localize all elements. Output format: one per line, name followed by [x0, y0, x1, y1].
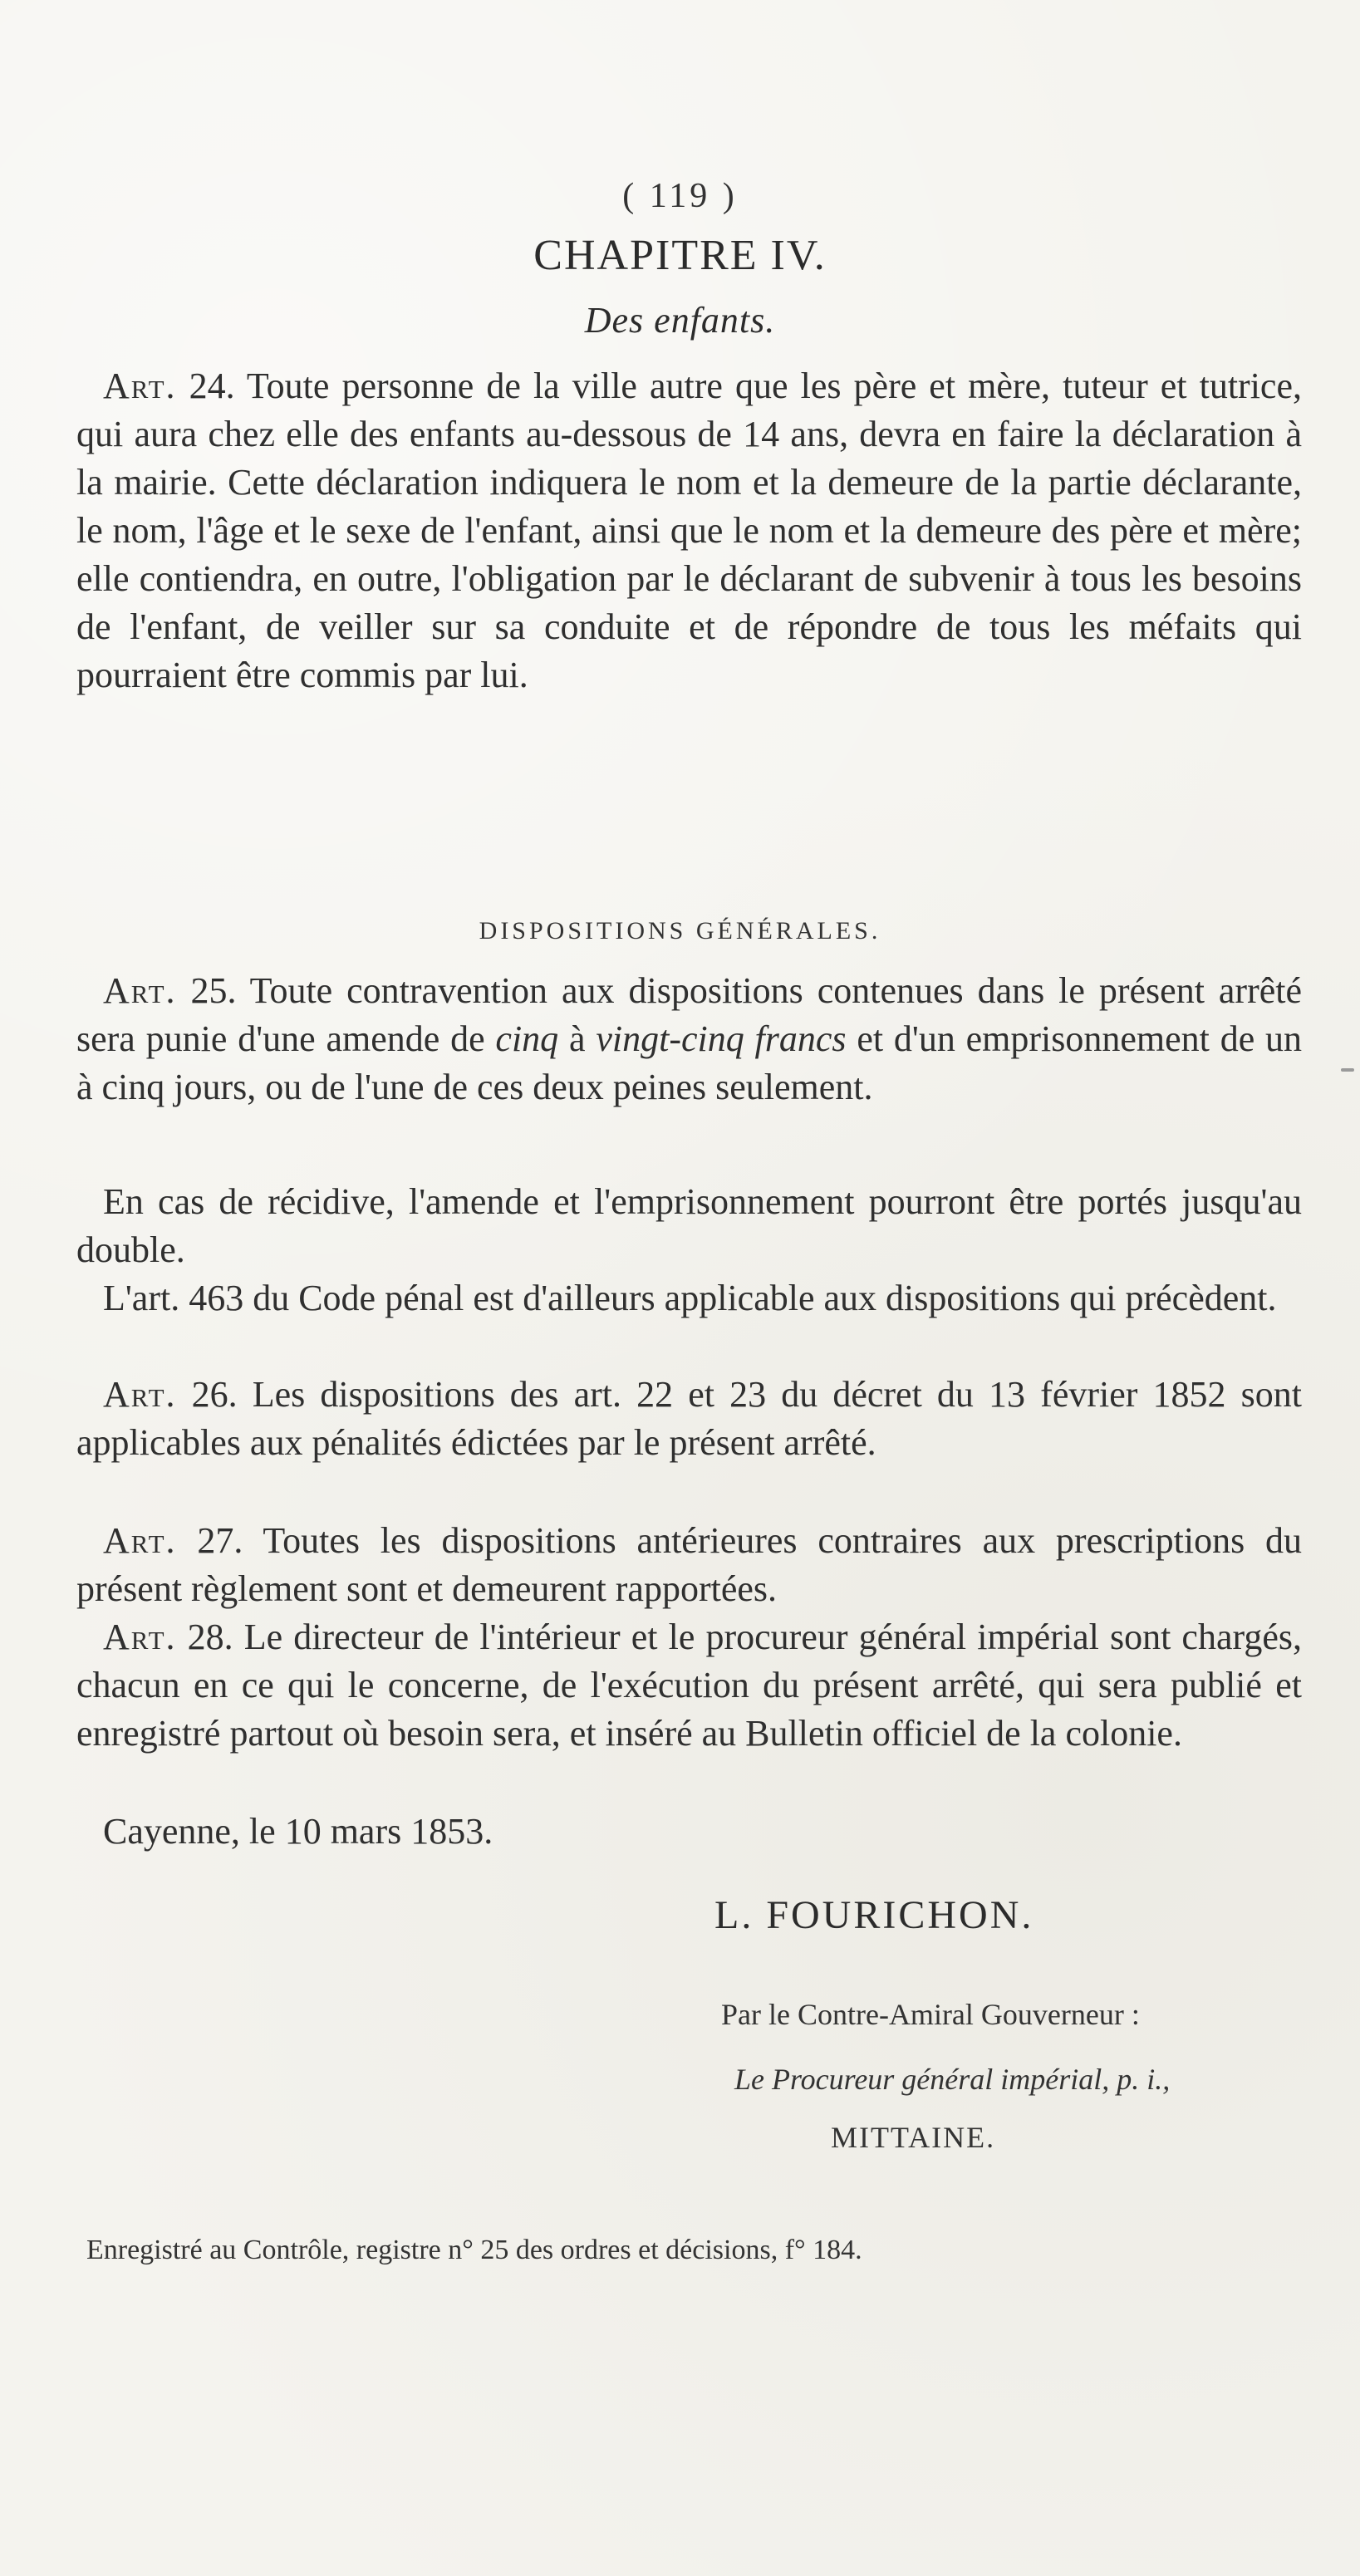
article-27-label: Art. — [103, 1520, 177, 1561]
article-28 — [76, 1613, 1302, 1758]
recidive-paragraph: En cas de récidive, l'amende et l'emprisonnement pourront être portés jusqu'au double. — [76, 1181, 1302, 1270]
article-26 — [76, 1371, 1302, 1467]
page-number: ( 119 ) — [622, 177, 738, 215]
article-27-text: 27. Toutes les dispositions antérieures contraires aux prescriptions du présent règlement sont et demeurent rapportées. — [76, 1520, 1302, 1609]
place-date: Cayenne, le 10 mars 1853. — [103, 1811, 493, 1852]
article-28-label: Art. — [103, 1617, 177, 1657]
article-25 — [76, 967, 1302, 1111]
article-26-text: 26. Les dispositions des art. 22 et 23 du décret du 13 février 1852 sont applicables aux pénalités édictées par le présent arrêté. — [76, 1374, 1302, 1463]
art-463-paragraph: L'art. 463 du Code pénal est d'ailleurs applicable aux dispositions qui précèdent. — [103, 1278, 1277, 1318]
article-27 — [76, 1517, 1302, 1613]
article-25-cinq: cinq — [495, 1018, 559, 1059]
article-24 — [76, 362, 1302, 699]
article-25-vingt-cinq: vingt-cinq francs — [596, 1018, 847, 1059]
margin-mark — [1341, 1068, 1354, 1072]
article-25-a: à — [569, 1018, 586, 1059]
article-28-text: 28. Le directeur de l'intérieur et le procureur général impérial sont chargés, chacun en ce qui le concerne, de l'exécution du présent arrêté, qui sera publié et enregistré partout où besoin sera, et inséré au Bulletin officiel de la colonie. — [76, 1617, 1302, 1754]
chapter-title: CHAPITRE IV. — [533, 232, 827, 279]
article-25-text-before: 25. Toute contravention aux dispositions contenues dans le présent arrêté sera punie d'une amende de — [76, 970, 1302, 1059]
article-26-label: Art. — [103, 1374, 177, 1415]
signature-fourichon: L. FOURICHON. — [714, 1893, 1034, 1937]
section-title: Des enfants. — [584, 300, 776, 341]
mittaine-signature: MITTAINE. — [831, 2121, 996, 2154]
dispositions-heading: DISPOSITIONS GÉNÉRALES. — [479, 917, 881, 945]
article-24-text: 24. Toute personne de la ville autre que les père et mère, tuteur et tutrice, qui aura chez elle des enfants au-dessous de 14 ans, devra en faire la déclaration à la mairie. Cette déclaration indiquera le nom et la demeure de la partie déclarante, le nom, l'âge et le sexe de l'enfant, ainsi que le nom et la demeure des père et mère; elle contiendra, en outre, l'obligation par le déclarant de subvenir à tous les besoins de l'enfant, de veiller sur sa conduite et de répondre de tous les méfaits qui pourraient être commis par lui. — [76, 366, 1302, 695]
registry-note: Enregistré au Contrôle, registre n° 25 des ordres et décisions, f° 184. — [86, 2235, 862, 2265]
article-25-text-after: et d'un emprisonnement de un à cinq jours, ou de l'une de ces deux peines seulement. — [76, 1018, 1303, 1107]
par-le-gouverneur: Par le Contre-Amiral Gouverneur : — [721, 1998, 1140, 2031]
procureur-line: Le Procureur général impérial, p. i., — [734, 2063, 1171, 2096]
article-25-label: Art. — [103, 970, 177, 1011]
article-24-label: Art. — [103, 366, 177, 406]
